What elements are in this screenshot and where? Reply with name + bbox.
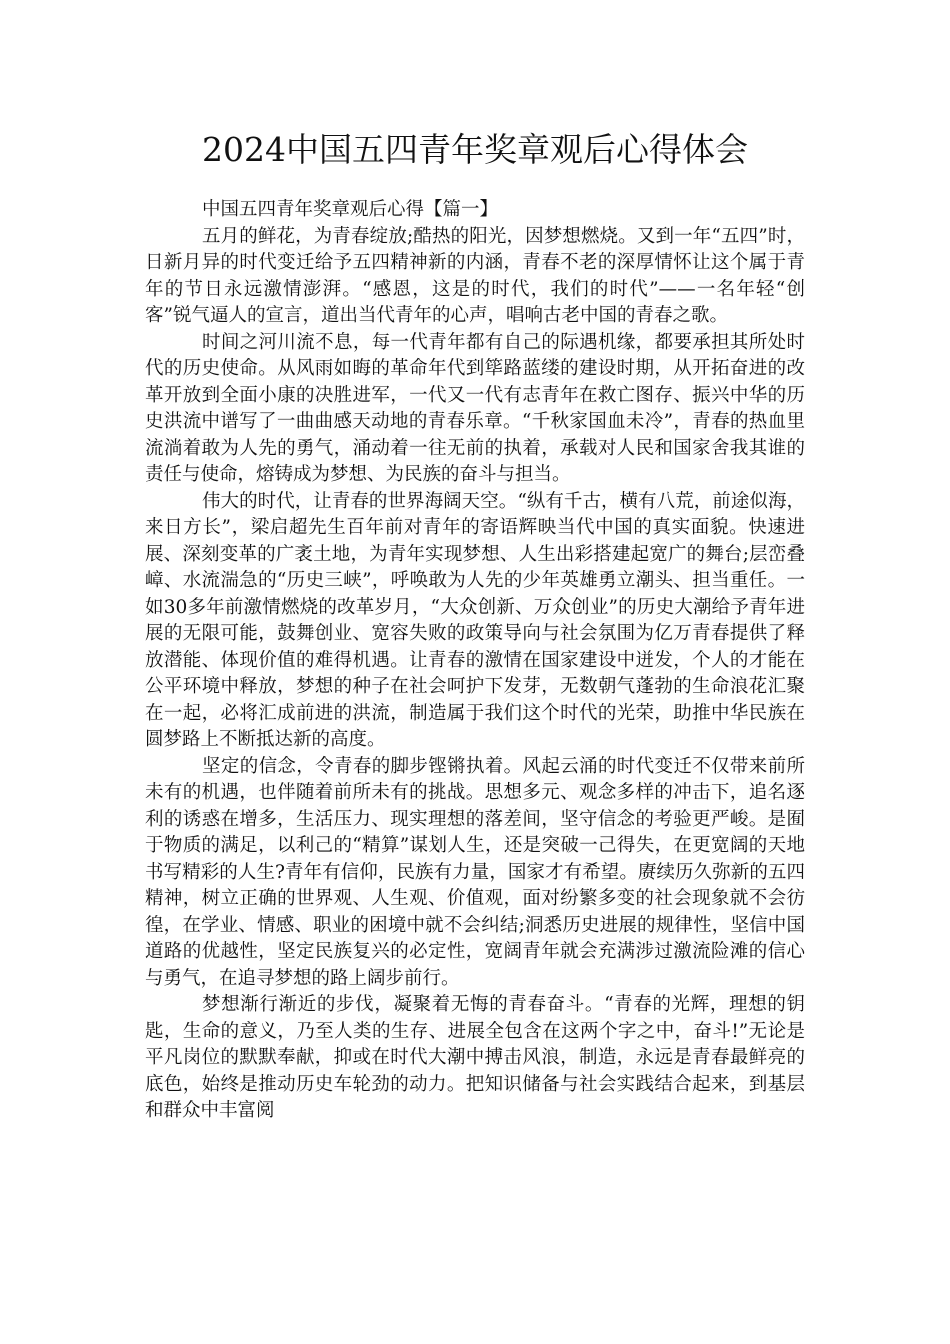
document-title: 2024中国五四青年奖章观后心得体会 xyxy=(202,130,748,169)
paragraph-3: 伟大的时代，让青春的世界海阔天空。“纵有千古，横有八荒，前途似海，来日方长”，梁启超先生百年前对青年的寄语辉映当代中国的真实面貌。快速进展、深刻变革的广袤土地，为青年实现梦想、人生出彩搭建起宽广的舞台;层峦叠嶂、水流湍急的“历史三峡”，呼唤敢为人先的少年英雄勇立潮头、担当重任。一如30多年前激情燃烧的改革岁月，“大众创新、万众创业”的历史大潮给予青年进展的无限可能，鼓舞创业、宽容失败的政策导向与社会氛围为亿万青春提供了释放潜能、体现价值的难得机遇。让青春的激情在国家建设中迸发，个人的才能在公平环境中释放，梦想的种子在社会呵护下发芽，无数朝气蓬勃的生命浪花汇聚在一起，必将汇成前进的洪流，制造属于我们这个时代的光荣，助推中华民族在圆梦路上不断抵达新的高度。 xyxy=(145,490,805,750)
section-heading: 中国五四青年奖章观后心得【篇一】 xyxy=(202,199,499,220)
paragraph-4: 坚定的信念，令青春的脚步铿锵执着。风起云涌的时代变迁不仅带来前所未有的机遇，也伴随着前所未有的挑战。思想多元、观念多样的冲击下，追名逐利的诱惑在增多，生活压力、现实理想的落差间，坚守信念的考验更严峻。是囿于物质的满足，以利己的“精算”谋划人生，还是突破一己得失，在更宽阔的天地书写精彩的人生?青年有信仰，民族有力量，国家才有希望。赓续历久弥新的五四精神，树立正确的世界观、人生观、价值观，面对纷繁多变的社会现象就不会彷徨，在学业、情感、职业的困境中就不会纠结;洞悉历史进展的规律性，坚信中国道路的优越性，坚定民族复兴的必定性，宽阔青年就会充满涉过激流险滩的信心与勇气，在追寻梦想的路上阔步前行。 xyxy=(145,755,805,989)
document-body xyxy=(145,197,805,1125)
paragraph-1: 五月的鲜花，为青春绽放;酷热的阳光，因梦想燃烧。又到一年“五四”时，日新月异的时代变迁给予五四精神新的内涵，青春不老的深厚情怀让这个属于青年的节日永远激情澎湃。“感恩，这是的时代，我们的时代”——一名年轻“创客”锐气逼人的宣言，道出当代青年的心声，唱响古老中国的青春之歌。 xyxy=(145,225,805,326)
paragraph-2: 时间之河川流不息，每一代青年都有自己的际遇机缘，都要承担其所处时代的历史使命。从风雨如晦的革命年代到筚路蓝缕的建设时期，从开拓奋进的改革开放到全面小康的决胜进军，一代又一代有志青年在救亡图存、振兴中华的历史洪流中谱写了一曲曲感天动地的青春乐章。“千秋家国血未冷”，青春的热血里流淌着敢为人先的勇气，涌动着一往无前的执着，承载对人民和国家舍我其谁的责任与使命，熔铸成为梦想、为民族的奋斗与担当。 xyxy=(145,331,805,485)
paragraph-5: 梦想渐行渐近的步伐，凝聚着无悔的青春奋斗。“青春的光辉，理想的钥匙，生命的意义，乃至人类的生存、进展全包含在这两个字之中，奋斗!”无论是平凡岗位的默默奉献，抑或在时代大潮中搏击风浪，制造，永远是青春最鲜亮的底色，始终是推动历史车轮劲的动力。把知识储备与社会实践结合起来，到基层和群众中丰富阅 xyxy=(145,994,805,1121)
